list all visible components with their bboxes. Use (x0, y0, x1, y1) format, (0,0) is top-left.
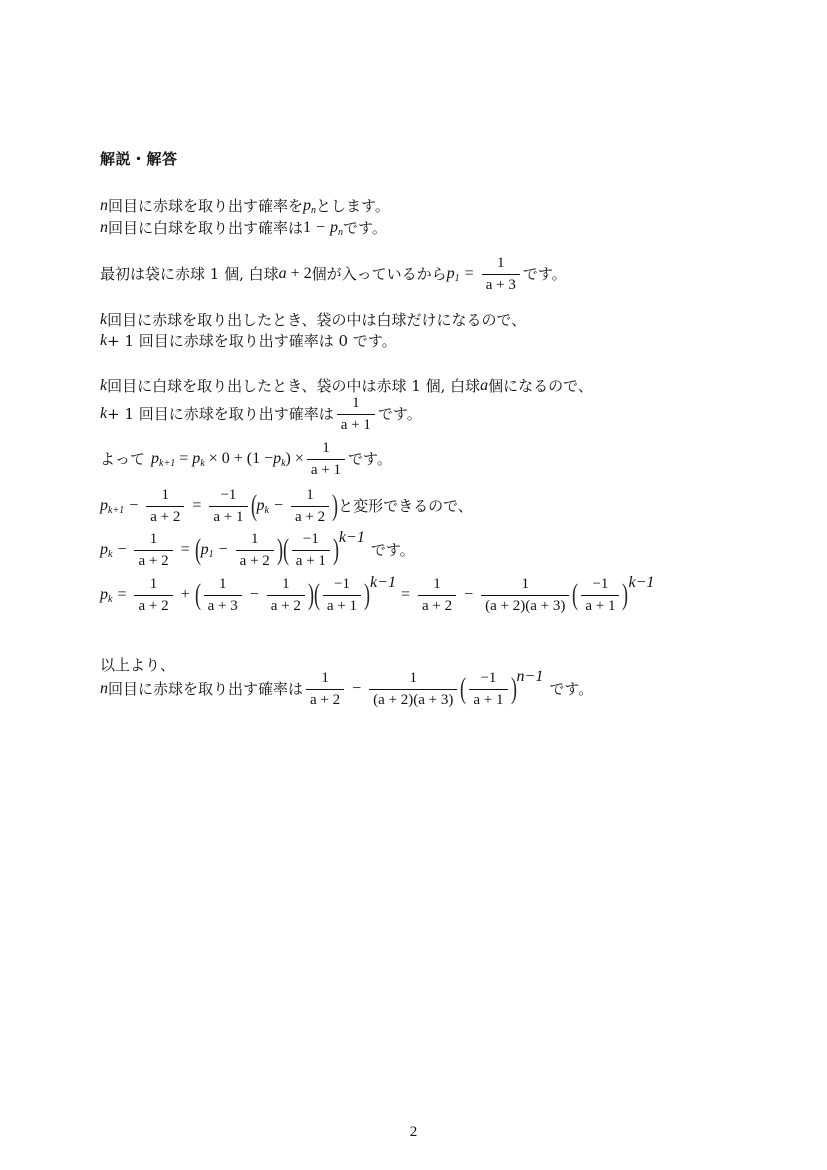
fraction: $\frac{-1}{a + 1}$ (209, 487, 247, 526)
left-paren: ( (460, 672, 467, 705)
text: 回目に白球を取り出す確率は (108, 219, 304, 237)
fraction: $\frac{1}{a + 2}$ (291, 487, 329, 526)
math-op: = (192, 497, 202, 514)
left-paren: ( (250, 489, 257, 522)
fraction: $\frac{1}{(a + 2)(a + 3)}$ (481, 576, 569, 615)
math-op: = (179, 450, 189, 467)
text: + 1 回目に赤球を取り出す確率は 0 です。 (107, 332, 397, 350)
fraction: $\frac{-1}{a + 1}$ (469, 670, 507, 709)
fraction: $\frac{1}{a + 2}$ (418, 576, 456, 615)
math-var: n (100, 680, 108, 697)
initial-probability-line (100, 256, 567, 292)
fraction: $\frac{1}{a + 3}$ (204, 576, 242, 615)
math-op: − (117, 541, 127, 558)
math-var: $p_n$ (330, 219, 344, 238)
text: です。 (348, 450, 392, 468)
math-var: $p_{k+1}$ (151, 450, 176, 469)
text: + 1 回目に赤球を取り出す確率は (107, 405, 334, 423)
math-op: + (180, 586, 190, 603)
text: 個が入っているから (311, 265, 447, 283)
math-op: = (400, 586, 410, 603)
left-paren: ( (194, 578, 201, 611)
text: 個になるので、 (488, 377, 593, 395)
math-var: $p_k$ (256, 497, 269, 516)
math-expr: + 2 (290, 265, 312, 282)
fraction: $\frac{1}{a + 1}$ (307, 440, 345, 479)
fraction: $\frac{1}{a + 2}$ (146, 487, 184, 526)
text: 最初は袋に赤球 1 個, 白球 (100, 265, 279, 283)
fraction: $\frac{1}{a + 2}$ (134, 531, 172, 570)
right-paren: ) (332, 489, 339, 522)
math-var: a (480, 377, 489, 394)
left-paren: ( (282, 533, 289, 566)
fraction: $\frac{-1}{a + 1}$ (323, 576, 361, 615)
section-heading: 解説・解答 (100, 150, 178, 168)
text: です。 (343, 219, 387, 237)
text: と変形できるので、 (338, 497, 473, 515)
right-paren: ) (276, 533, 283, 566)
left-paren: ( (313, 578, 320, 611)
math-op: − (249, 586, 259, 603)
right-paren: ) (622, 578, 629, 611)
text: 回目に赤球を取り出す確率を (108, 197, 304, 215)
text: です。 (522, 265, 567, 283)
fraction: $\frac{1}{a + 2}$ (267, 576, 305, 615)
case-white-drawn (100, 376, 593, 396)
case-red-next-probability (100, 331, 397, 351)
left-paren: ( (572, 578, 579, 611)
definition-white-probability (100, 218, 387, 238)
math-var: $p_1$ (200, 541, 214, 560)
math-var: $p_k$ (273, 450, 286, 469)
math-var: $p_1$ (446, 265, 460, 284)
math-var: $p_n$ (303, 197, 317, 216)
math-op: − (273, 497, 283, 514)
math-var: n (100, 197, 108, 214)
math-var: $p_k$ (100, 541, 113, 560)
right-paren: ) (510, 672, 517, 705)
case-red-drawn (100, 310, 526, 330)
math-var: $p_{k+1}$ (100, 497, 125, 516)
math-expr: ) × (285, 450, 304, 467)
fraction: $\frac{1}{(a + 2)(a + 3)}$ (369, 670, 457, 709)
math-var: n (100, 219, 108, 236)
math-op: = (464, 265, 474, 282)
transformed-recurrence (100, 487, 473, 525)
math-var: $p_k$ (100, 586, 113, 605)
math-var: a (278, 265, 287, 282)
text: です。 (370, 541, 415, 559)
math-var: k (100, 311, 108, 328)
fraction: $\frac{1}{a + 2}$ (236, 531, 274, 570)
page-number: 2 (409, 1124, 418, 1140)
math-op: = (117, 586, 127, 603)
math-num: 1 (303, 219, 312, 236)
text: 回目に赤球を取り出したとき、袋の中は白球だけになるので、 (107, 311, 527, 329)
math-op: − (464, 586, 474, 603)
math-expr: × 0 + (1 − (208, 450, 274, 467)
fraction: $\frac{1}{a + 3}$ (482, 255, 520, 294)
text: とします。 (316, 197, 390, 215)
fraction: $\frac{-1}{a + 1}$ (581, 576, 619, 615)
right-paren: ) (332, 533, 339, 566)
definition-red-probability (100, 196, 390, 216)
text: よって (100, 450, 146, 468)
math-op: − (218, 541, 228, 558)
text: です。 (549, 680, 594, 698)
math-var: $p_k$ (192, 450, 205, 469)
math-op: − (316, 219, 326, 236)
math-op: − (129, 497, 139, 514)
recurrence-relation (100, 441, 392, 477)
general-term: $p_k$ = $\frac{1}{a + 2}$ + ( $\frac{1}{a + 3}$ − $\frac{1}{a + 2}$ ) ( $\frac{-1}{a + 1}$ ) $^{k-1}$ = $\frac{1}{a + 2}$ − $\frac{1}{(a + 2)(a + 3)}$ ( $\frac{-1}{a + 1}$ ) $^{k-1}$ (100, 574, 655, 614)
text: です。 (377, 405, 422, 423)
case-white-next-probability (100, 396, 422, 432)
right-paren: ) (364, 578, 371, 611)
geometric-form: $p_k$ − $\frac{1}{a + 2}$ = ( $p_1$ − $\frac{1}{a + 2}$ ) ( $\frac{-1}{a + 1}$ ) $^{k-1}$ です。 (100, 529, 415, 569)
text: 回目に白球を取り出したとき、袋の中は赤球 1 個, 白球 (107, 377, 481, 395)
fraction: $\frac{1}{a + 2}$ (306, 670, 344, 709)
final-answer: n 回目に赤球を取り出す確率は $\frac{1}{a + 2}$ − $\frac{1}{(a + 2)(a + 3)}$ ( $\frac{-1}{a + 1}$ ) $^{n-1}$ です。 (100, 668, 594, 708)
math-op: = (180, 541, 190, 558)
fraction: $\frac{-1}{a + 1}$ (292, 531, 330, 570)
text: 以上より、 (100, 656, 176, 674)
math-var: k (100, 405, 108, 422)
math-op: − (352, 680, 362, 697)
fraction: $\frac{1}{a + 1}$ (337, 395, 375, 434)
fraction: $\frac{1}{a + 2}$ (134, 576, 172, 615)
left-paren: ( (194, 533, 201, 566)
right-paren: ) (307, 578, 314, 611)
math-var: k (100, 332, 108, 349)
text: 回目に赤球を取り出す確率は (108, 680, 304, 698)
math-var: k (100, 377, 108, 394)
